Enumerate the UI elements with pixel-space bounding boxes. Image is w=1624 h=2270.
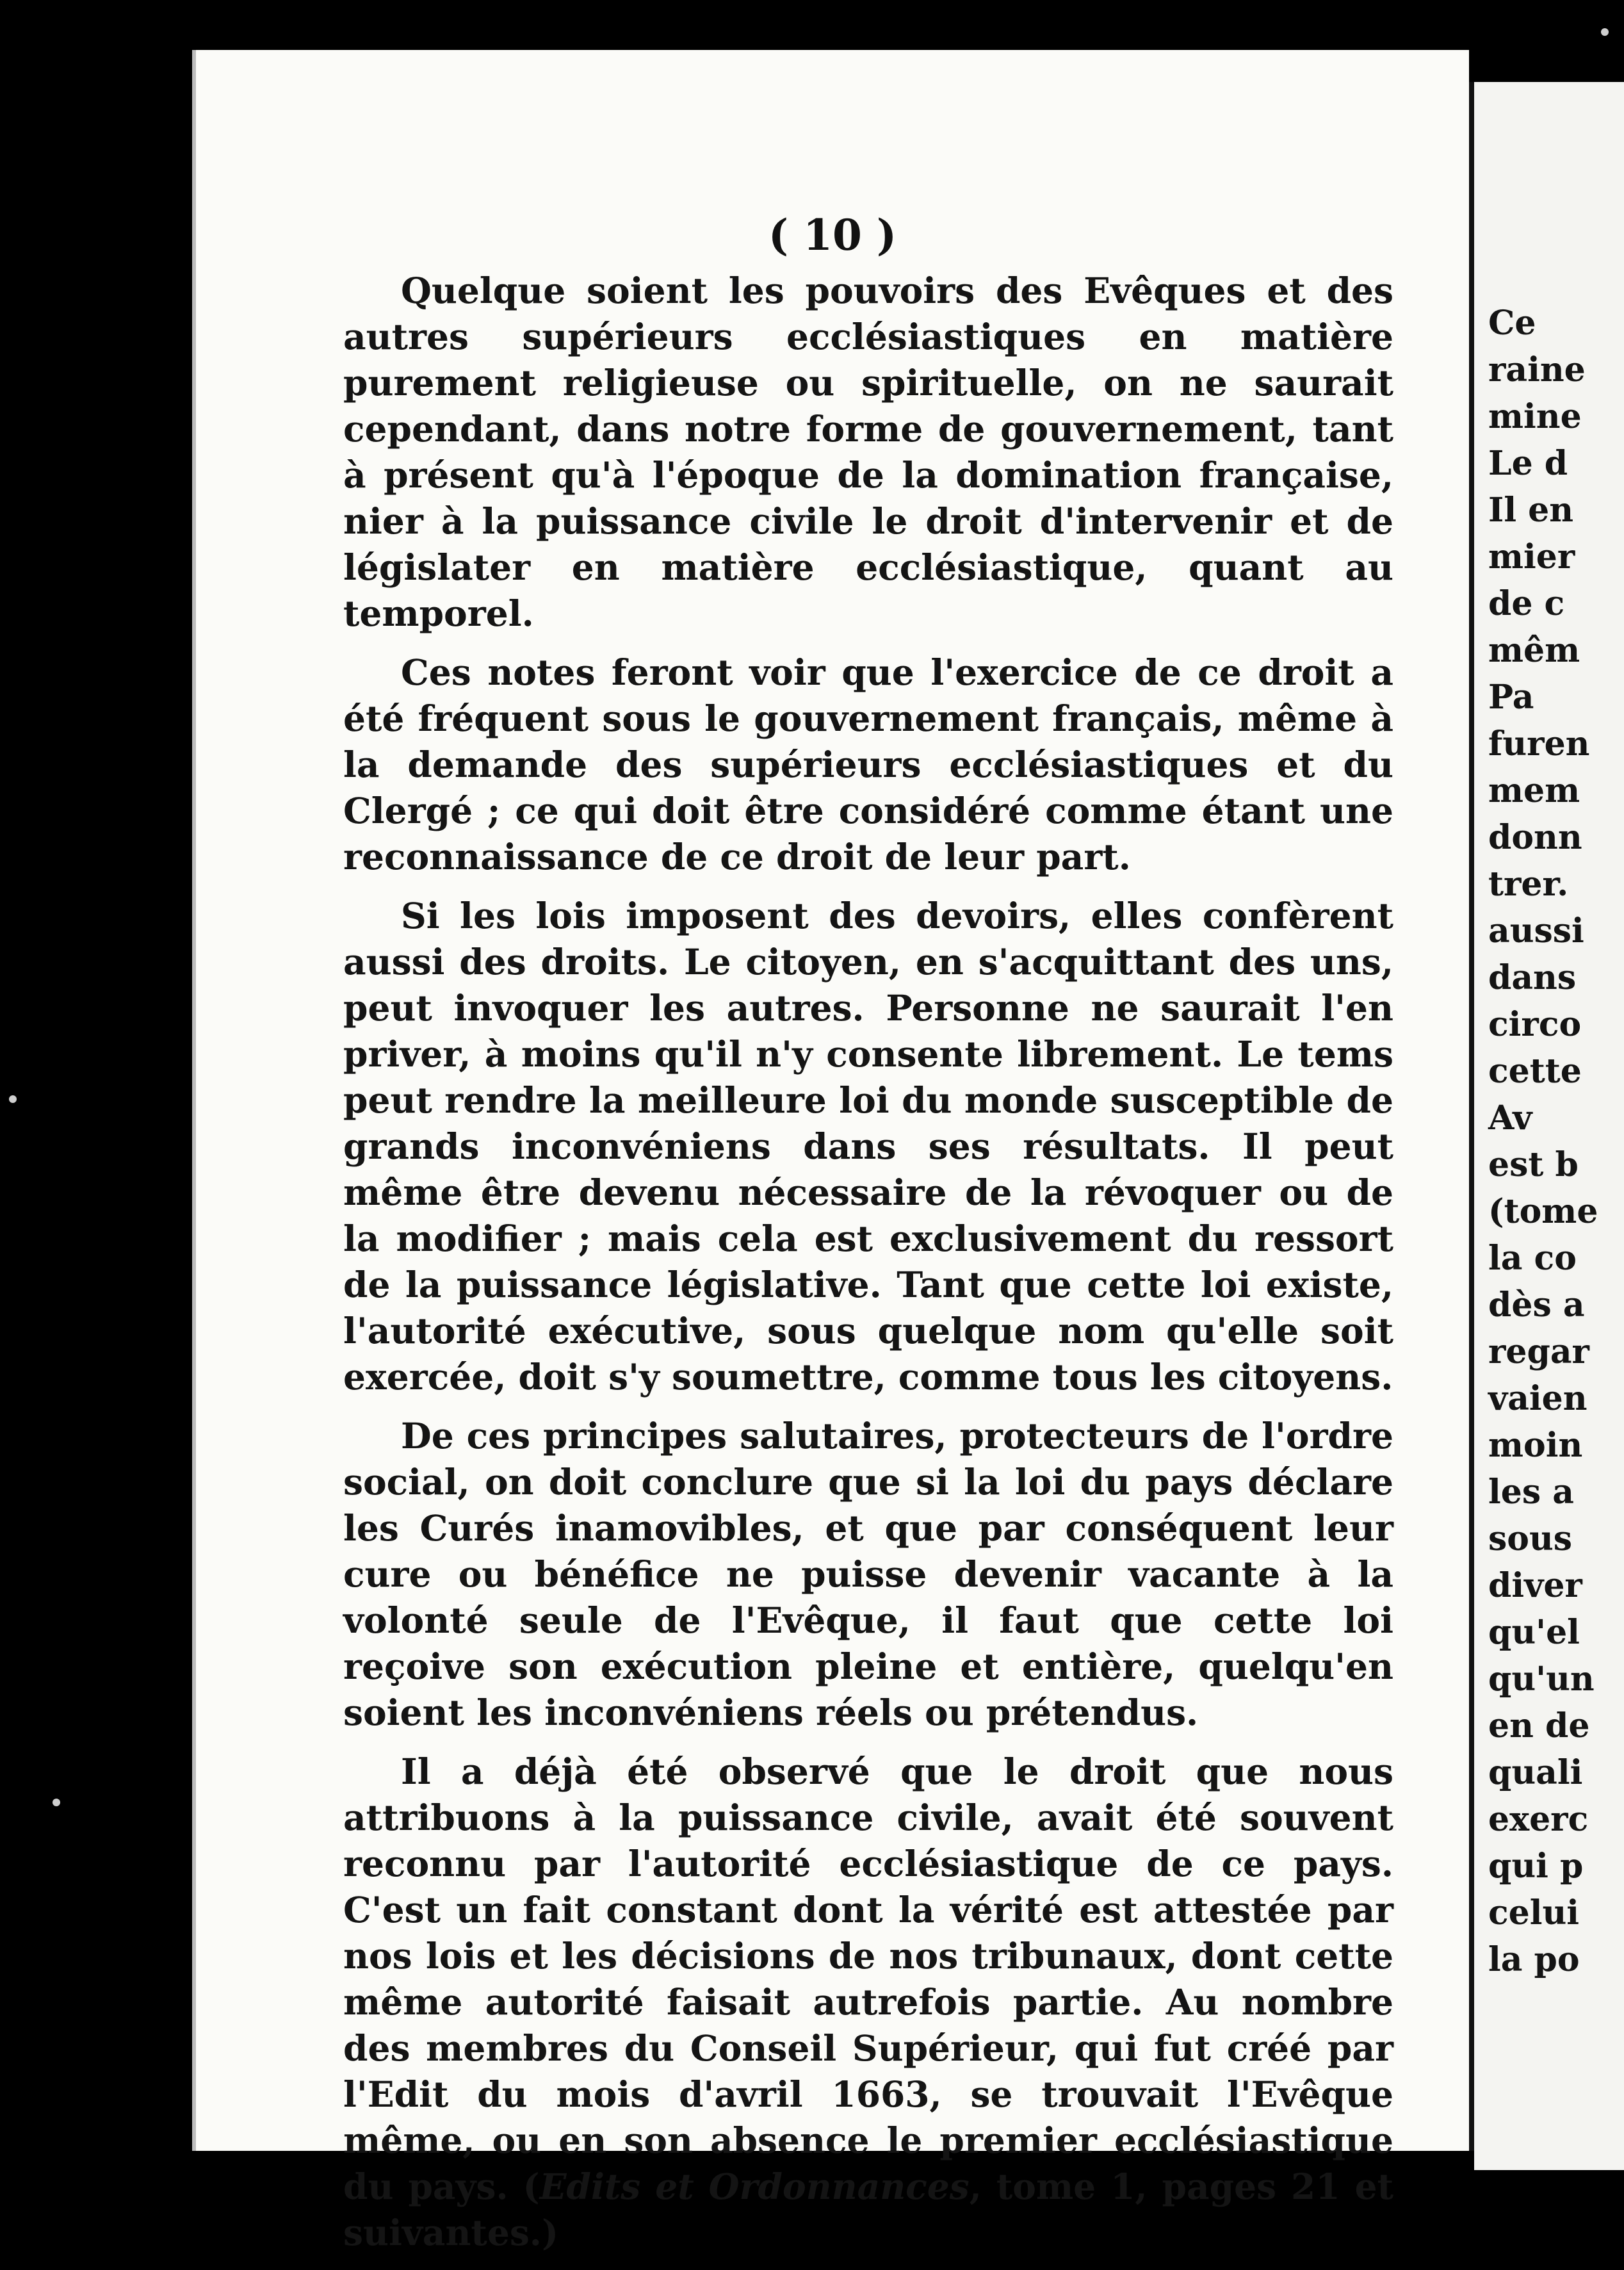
right-page-line: mier [1488,537,1575,576]
right-page-line: mêm [1488,631,1580,670]
right-page-line: diver [1488,1566,1582,1605]
scan-speck [1601,28,1609,36]
right-page-line: trer. [1488,865,1569,904]
right-page-line: la po [1488,1940,1580,1979]
citation-title: Edits et Ordonnances [539,2166,970,2207]
right-page-line: qui p [1488,1847,1584,1886]
right-page-line: les a [1488,1473,1574,1512]
right-page-line: raine [1488,350,1586,389]
right-page-line: sous [1488,1519,1573,1558]
right-page-line: furen [1488,724,1590,763]
right-page-line: qu'el [1488,1613,1580,1652]
paragraph-5-text-end: , tome 1, pages 21 et suivantes.) [343,2166,1393,2253]
paragraph-5-text: Il a déjà été observé que le droit que nous attribuons à la puissance civile, avait été souvent reconnu par l'autorité ecclésiastique de ce pays. C'est un fait constant dont la vérité est attestée par nos lois et les décisions de nos tribunaux, dont cette même autorité faisait autrefois partie. Au nombre des membres du Conseil Supérieur, qui fut créé par l'Edit du mois d'avril 1663, se trouvait l'Evêque même, ou en son absence le premier ecclésiastique du pays. ( [343,1751,1393,2207]
right-page-line: exerc [1488,1800,1589,1839]
right-page-line: circo [1488,1005,1582,1044]
paragraph-4: De ces principes salutaires, protecteurs de l'ordre social, on doit conclure que si la loi du pays déclare les Curés inamovibles, et que par conséquent leur cure ou bénéfice ne puisse devenir vacante à la volonté seule de l'Evêque, il faut que cette loi reçoive son exécution pleine et entière, quelqu'en soient les inconvéniens réels ou prétendus. [343,1415,1393,1733]
right-page-line: vaien [1488,1379,1587,1418]
right-page-line: de c [1488,584,1565,623]
right-page-line: quali [1488,1753,1583,1792]
right-page-line: Il en [1488,491,1574,530]
right-page-line: cette [1488,1052,1582,1091]
right-page-line: aussi [1488,911,1584,951]
right-page-line: qu'un [1488,1660,1595,1699]
right-page-line: (tome [1488,1192,1598,1231]
paragraph-5 [343,1749,1393,2256]
paragraph-3: Si les lois imposent des devoirs, elles confèrent aussi des droits. Le citoyen, en s'acquittant des uns, peut invoquer les autres. Personne ne saurait l'en priver, à moins qu'il n'y consente librement. Le tems peut rendre la meilleure loi du monde susceptible de grands inconvéniens dans ses résultats. Il peut même être devenu nécessaire de la révoquer ou de la modifier ; mais cela est exclusivement du ressort de la puissance législative. Tant que cette loi existe, l'autorité exécutive, sous quelque nom qu'elle soit exercée, doit s'y soumettre, comme tous les citoyens. [343,895,1393,1398]
right-page-line: moin [1488,1426,1583,1465]
right-page-line: Ce [1488,304,1536,343]
body-text [343,268,1393,2256]
book-page-right-cropped [1474,82,1624,2170]
right-page-line: est b [1488,1145,1579,1184]
right-page-line: Av [1488,1098,1532,1138]
right-page-line: regar [1488,1332,1589,1371]
book-page-left [192,50,1469,2253]
paragraph-1: Quelque soient les pouvoirs des Evêques et des autres supérieurs ecclésiastiques en matière purement religieuse ou spirituelle, on ne saurait cependant, dans notre forme de gouvernement, tant à présent qu'à l'époque de la domination française, nier à la puissance civile le droit d'intervenir et de législater en matière ecclésiastique, quant au temporel. [343,270,1393,634]
right-page-line: mem [1488,771,1580,810]
scan-speck [9,1095,17,1103]
paragraph-2: Ces notes feront voir que l'exercice de ce droit a été fréquent sous le gouvernement français, même à la demande des supérieurs ecclésiastiques et du Clergé ; ce qui doit être considéré comme étant une reconnaissance de ce droit de leur part. [343,651,1393,878]
right-page-line: celui [1488,1893,1580,1932]
page-gutter [1469,82,1474,2151]
right-page-line: en de [1488,1706,1590,1745]
right-page-line: la co [1488,1239,1577,1278]
right-page-line: dans [1488,958,1577,997]
scan-speck [53,1799,60,1806]
right-page-line: Le d [1488,444,1568,483]
page-number: ( 10 ) [768,210,897,260]
right-page-line: donn [1488,818,1582,857]
right-page-line: dès a [1488,1286,1585,1325]
right-page-line: mine [1488,397,1582,436]
right-page-line: Pa [1488,678,1534,717]
right-page-text [1488,300,1598,1983]
